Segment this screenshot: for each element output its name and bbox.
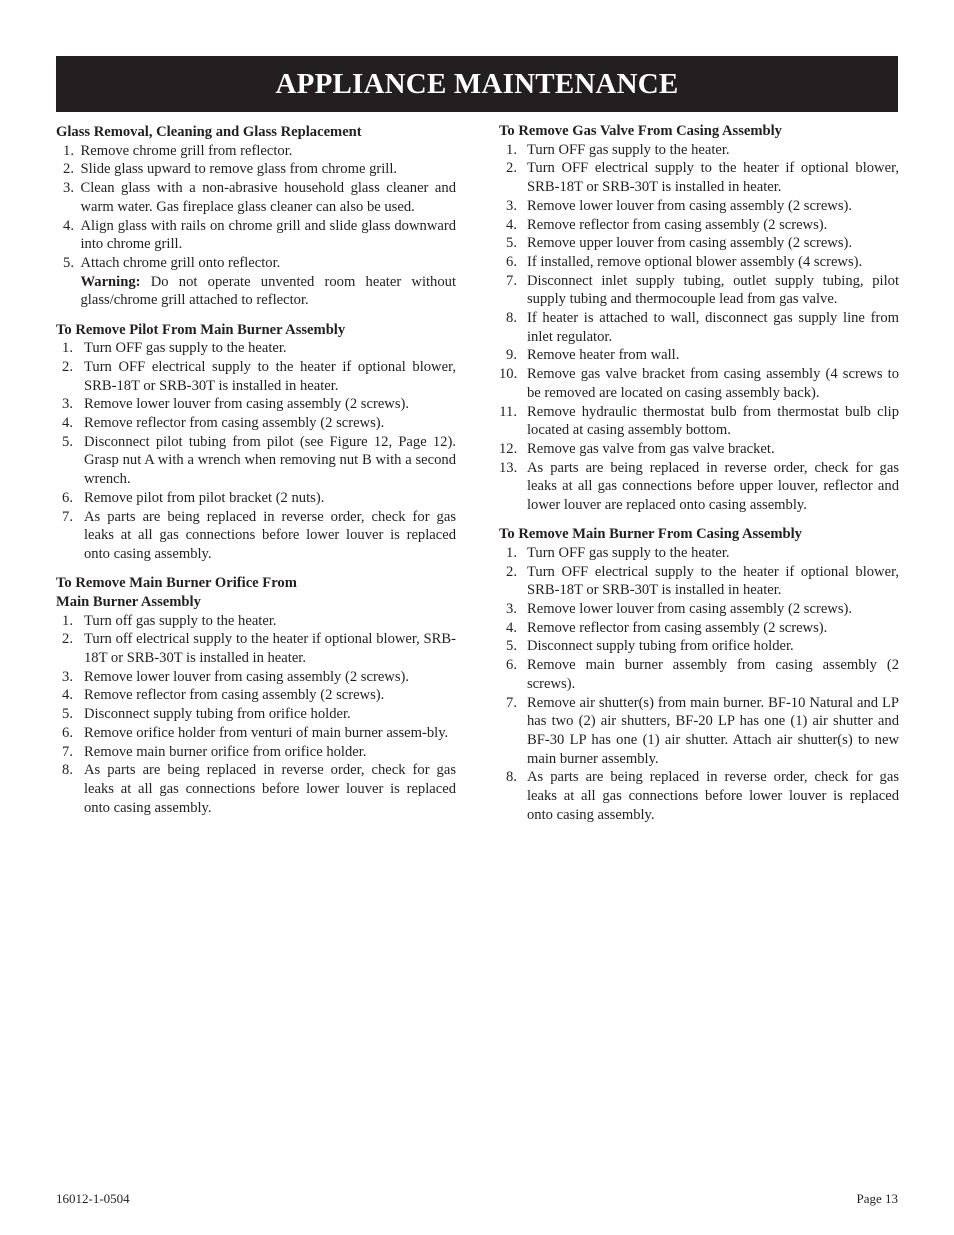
step-text: Turn OFF gas supply to the heater. (527, 141, 730, 158)
step-number: 2. (62, 631, 73, 648)
warning-text: Do not operate unvented room heater without glass/chrome grill attached to reflector. (80, 273, 456, 309)
warning-note (81, 273, 457, 310)
step-text: Remove main burner assembly from casing assembly (2 screws). (527, 657, 899, 692)
step-number: 7. (506, 694, 517, 711)
step-item (499, 694, 899, 769)
step-text: Turn OFF electrical supply to the heater if optional blower, SRB-18T or SRB-30T is installed in heater. (527, 160, 899, 196)
step-number: 12. (499, 440, 518, 457)
step-text: Disconnect supply tubing from orifice holder. (527, 638, 794, 655)
step-item (56, 358, 456, 395)
step-number: 7. (506, 272, 517, 289)
step-item (499, 656, 899, 693)
step-number: 1. (62, 340, 73, 357)
step-number: 4. (506, 619, 517, 636)
step-item (499, 309, 899, 346)
section-heading-continued: Main Burner Assembly (56, 593, 201, 610)
step-text: Turn off gas supply to the heater. (84, 612, 277, 629)
step-text: Remove orifice holder from venturi of main burner assem-bly. (84, 724, 449, 741)
step-number: 5. (62, 706, 73, 723)
step-number: 4. (63, 217, 74, 234)
step-list (56, 339, 456, 563)
step-item (56, 217, 456, 254)
step-item (56, 254, 456, 310)
section-heading: To Remove Pilot From Main Burner Assembly (56, 321, 346, 338)
document-number: 16012-1-0504 (56, 1191, 130, 1206)
step-item (56, 508, 456, 564)
step-number: 8. (62, 762, 73, 779)
step-item (56, 743, 456, 762)
step-text: Remove gas valve bracket from casing assembly (4 screws to be removed are located on casing assembly back). (527, 366, 899, 401)
step-item (56, 489, 456, 508)
step-number: 7. (62, 508, 73, 525)
step-item (499, 159, 899, 196)
section-heading: Glass Removal, Cleaning and Glass Replacement (56, 124, 362, 140)
step-list (56, 142, 456, 310)
step-number: 4. (62, 415, 73, 432)
step-item (499, 563, 899, 600)
step-item (56, 433, 456, 489)
right-column (499, 122, 899, 835)
step-text: Turn OFF gas supply to the heater. (84, 340, 287, 357)
step-item (56, 179, 456, 216)
step-item (56, 686, 456, 705)
left-column (56, 123, 456, 828)
page-banner (56, 56, 898, 112)
step-text: Clean glass with a non-abrasive household glass cleaner and warm water. Gas fireplace glass cleaner can also be used. (80, 180, 456, 215)
step-number: 8. (506, 310, 517, 327)
step-number: 3. (63, 180, 74, 197)
step-text: Remove lower louver from casing assembly (2 screws). (84, 668, 410, 685)
step-text: As parts are being replaced in reverse order, check for gas leaks at all gas connections before lower louver is replaced onto casing assembly. (84, 508, 456, 562)
step-item (56, 630, 456, 667)
step-item (56, 160, 456, 179)
step-item (56, 414, 456, 433)
step-list (499, 141, 899, 515)
step-item (499, 768, 899, 824)
step-item (499, 272, 899, 309)
step-text: Slide glass upward to remove glass from chrome grill. (80, 161, 398, 178)
step-text: As parts are being replaced in reverse order, check for gas leaks at all gas connections before lower louver is replaced onto casing assembly. (84, 762, 456, 816)
step-number: 2. (62, 358, 73, 375)
section-heading: To Remove Main Burner From Casing Assembly (499, 526, 802, 543)
step-text: Disconnect supply tubing from orifice holder. (84, 706, 351, 723)
step-item (499, 459, 899, 515)
step-number: 4. (62, 687, 73, 704)
step-text: Remove reflector from casing assembly (2 screws). (527, 216, 828, 233)
step-text: Attach chrome grill onto reflector. (80, 254, 281, 271)
step-item (499, 619, 899, 638)
step-text: Turn off electrical supply to the heater if optional blower, SRB-18T or SRB-30T is installed in heater. (84, 631, 456, 666)
step-text: Turn OFF gas supply to the heater. (527, 544, 730, 561)
procedure-section (499, 525, 899, 824)
step-item (499, 253, 899, 272)
step-item (499, 365, 899, 402)
step-text: Remove main burner orifice from orifice holder. (84, 743, 367, 760)
step-text: Remove hydraulic thermostat bulb from thermostat bulb clip located at casing assembly bottom. (527, 403, 899, 439)
step-text: Turn OFF electrical supply to the heater if optional blower, SRB-18T or SRB-30T is installed in heater. (84, 358, 456, 394)
step-number: 10. (499, 366, 518, 383)
step-item (499, 544, 899, 563)
step-number: 8. (506, 769, 517, 786)
step-text: If heater is attached to wall, disconnect gas supply line from inlet regulator. (527, 310, 899, 345)
step-number: 5. (506, 638, 517, 655)
step-text: Disconnect inlet supply tubing, outlet supply tubing, pilot supply tubing and thermocouple lead from gas valve. (527, 272, 899, 308)
step-number: 9. (506, 347, 517, 364)
step-item (56, 339, 456, 358)
step-number: 6. (506, 657, 517, 674)
step-number: 3. (62, 668, 73, 685)
step-text: Remove lower louver from casing assembly (2 screws). (84, 396, 410, 413)
procedure-section (499, 122, 899, 515)
procedure-section (56, 321, 456, 564)
step-number: 5. (506, 235, 517, 252)
step-text: Align glass with rails on chrome grill and slide glass downward into chrome grill. (80, 217, 456, 253)
step-text: Remove lower louver from casing assembly (2 screws). (527, 197, 853, 214)
page-title: APPLIANCE MAINTENANCE (275, 68, 679, 100)
step-list (56, 612, 456, 818)
step-text: If installed, remove optional blower assembly (4 screws). (527, 253, 863, 270)
step-item (56, 668, 456, 687)
step-number: 11. (499, 403, 517, 420)
step-item (56, 705, 456, 724)
step-number: 2. (63, 161, 74, 178)
step-text: Remove air shutter(s) from main burner. BF-10 Natural and LP has two (2) air shutters, BF-20 LP has one (1) air shutter and BF-30 LP has one (1) air shutter. Attach air shutter(s) to new main burner assembly. (527, 694, 899, 767)
step-text: Remove pilot from pilot bracket (2 nuts). (84, 489, 325, 506)
section-heading: To Remove Main Burner Orifice From (56, 575, 297, 592)
step-text: Remove reflector from casing assembly (2 screws). (84, 415, 385, 432)
step-item (499, 197, 899, 216)
step-number: 4. (506, 216, 517, 233)
step-number: 2. (506, 160, 517, 177)
step-text: Remove heater from wall. (527, 347, 680, 364)
step-number: 3. (62, 396, 73, 413)
step-number: 6. (62, 724, 73, 741)
step-text: Remove chrome grill from reflector. (80, 142, 293, 159)
page-number: Page 13 (856, 1191, 898, 1206)
step-text: Remove gas valve from gas valve bracket. (527, 440, 775, 457)
step-text: Disconnect pilot tubing from pilot (see Figure 12, Page 12). Grasp nut A with a wrench when removing nut B with a second wrench. (84, 433, 456, 488)
step-text: Turn OFF electrical supply to the heater if optional blower, SRB-18T or SRB-30T is installed in heater. (527, 563, 899, 599)
procedure-section (56, 574, 456, 817)
step-item (499, 403, 899, 440)
step-item (56, 142, 456, 161)
step-number: 1. (62, 612, 73, 629)
step-text: Remove lower louver from casing assembly (2 screws). (527, 601, 853, 618)
step-number: 1. (506, 141, 517, 158)
step-text: As parts are being replaced in reverse order, check for gas leaks at all gas connections before lower louver is replaced onto casing assembly. (527, 769, 899, 823)
section-heading: To Remove Gas Valve From Casing Assembly (499, 123, 782, 139)
step-number: 3. (506, 601, 517, 618)
step-number: 7. (62, 743, 73, 760)
step-number: 6. (62, 489, 73, 506)
step-list (499, 544, 899, 825)
step-item (499, 234, 899, 253)
procedure-section (56, 123, 456, 310)
step-item (56, 395, 456, 414)
step-text: Remove upper louver from casing assembly (2 screws). (527, 235, 853, 252)
step-number: 2. (506, 563, 517, 580)
step-item (499, 346, 899, 365)
step-number: 6. (506, 253, 517, 270)
step-number: 5. (62, 433, 73, 450)
step-item (499, 637, 899, 656)
step-item (56, 761, 456, 817)
step-number: 13. (499, 459, 518, 476)
step-item (56, 612, 456, 631)
step-text: As parts are being replaced in reverse order, check for gas leaks at all gas connections before upper louver, reflector and lower louver are replaced onto casing assembly. (527, 459, 899, 514)
step-number: 1. (506, 544, 517, 561)
step-item (499, 141, 899, 160)
step-item (499, 600, 899, 619)
step-item (499, 440, 899, 459)
warning-label: Warning: (80, 273, 141, 290)
step-number: 5. (63, 254, 74, 271)
step-item (56, 724, 456, 743)
step-text: Remove reflector from casing assembly (2 screws). (527, 619, 828, 636)
step-item (499, 216, 899, 235)
step-number: 3. (506, 197, 517, 214)
step-number: 1. (63, 142, 74, 159)
step-text: Remove reflector from casing assembly (2 screws). (84, 687, 385, 704)
